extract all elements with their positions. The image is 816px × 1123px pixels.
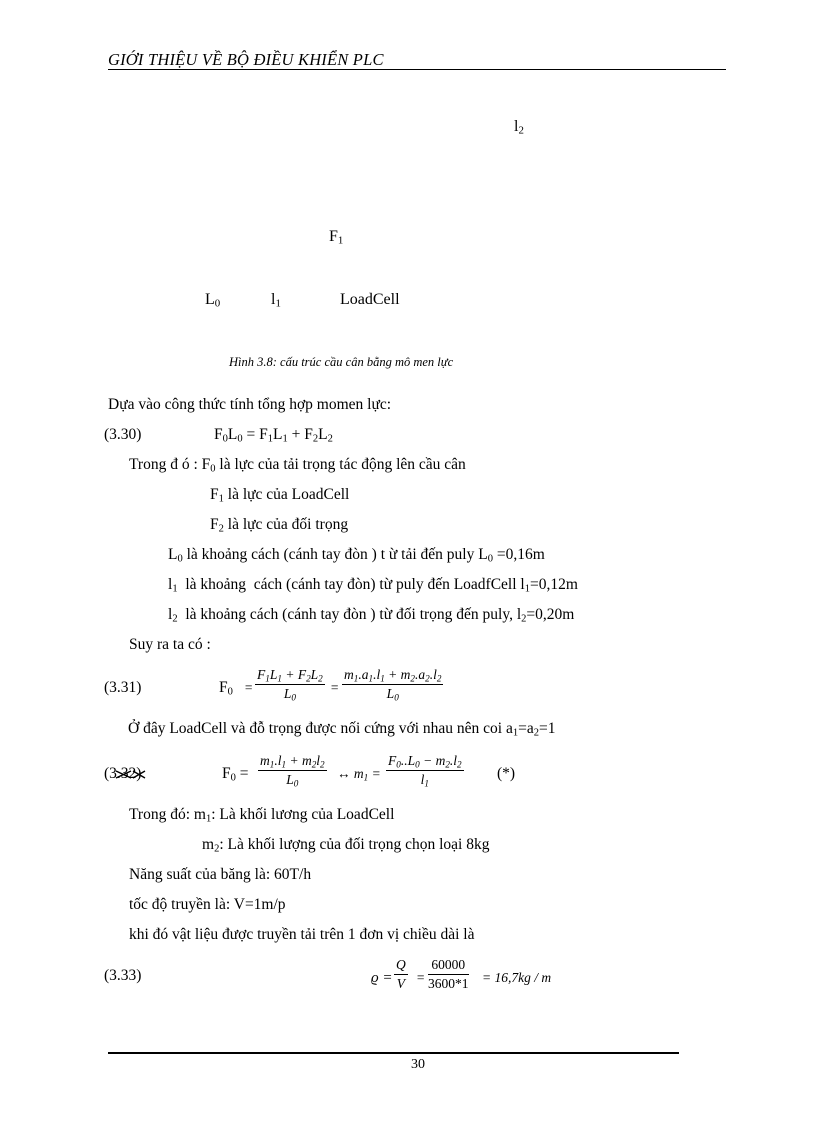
def-F1: $F_1$ là lực của LoadCell (210, 486, 350, 505)
def-L0: $L_0$ là khoảng cách (cánh tay đòn ) t ừ tải đến puly $L_0 =0,16m$ (168, 546, 545, 565)
page-header: GIỚI THIỆU VỀ BỘ ĐIỀU KHIỂN PLC (108, 50, 384, 69)
figure-caption: Hình 3.8: cấu trúc cầu cân bằng mô men lực (229, 355, 454, 369)
eq-3-30: $F_0L_0 = F_1L_1 + F_2L_2$ (214, 426, 333, 445)
eq-3-33-eq: = (416, 970, 426, 985)
page-number: 30 (411, 1057, 425, 1072)
def-l2: $l_2$ là khoảng cách (cánh tay đòn ) từ đối trọng đến puly, $l_2=0,20m$ (168, 606, 575, 625)
footer-rule (108, 1052, 679, 1054)
material-line: khi đó vật liệu được truyền tải trên 1 đơn vị chiều dài là (129, 926, 475, 943)
eq-3-31-frac1: $F_1L_1 + F_2L_2$ $L_0$ (257, 667, 323, 703)
eq-3-33-lhs: ϱ = (371, 970, 393, 986)
eq-3-32-lhs: $F_0$ = (222, 765, 249, 784)
figure-label-F1: $F_1$ (329, 228, 344, 247)
eq-3-31-eq1: = (244, 680, 254, 695)
where2-line: Trong đó: $m_1$: Là khối lương của LoadCell (129, 806, 395, 825)
eq-3-33-number: (3.33) (104, 967, 142, 984)
capacity-line: Năng suất của băng là: 60T/h (129, 866, 312, 883)
eq-3-32-number: (3.32) (104, 765, 142, 782)
figure-label-loadcell: LoadCell (340, 291, 400, 308)
eq-3-32-note: (*) (497, 765, 516, 782)
eq-3-31-lhs: $F_0$ (219, 679, 233, 698)
eq-3-33-result: = 16,7kg / m (482, 970, 552, 985)
def-l1: $l_1$ là khoảng cách (cánh tay đòn) từ puly đến LoadfCell $l_1=0,12m$ (168, 576, 578, 595)
strike-mark-icon (113, 767, 147, 782)
def-F0: Trong đ ó : $F_0$ là lực của tải trọng tác động lên cầu cân (129, 456, 466, 475)
def-F2: $F_2$ là lực của đối trọng (210, 516, 349, 535)
figure-label-l2: $l_2$ (514, 118, 524, 137)
eq-3-32-frac1: $m_1.l_1 + m_2l_2$ $L_0$ (260, 753, 325, 789)
figure-label-L0: $L_0$ (205, 291, 221, 310)
eq-3-30-number: (3.30) (104, 426, 142, 443)
figure-label-l1: $l_1$ (271, 291, 281, 310)
header-rule (108, 69, 726, 70)
m2-def-line: $m_2$: Là khối lượng của đối trọng chọn loại 8kg (202, 836, 490, 855)
eq-3-33-frac1: Q V (396, 957, 406, 991)
intro-line: Dựa vào công thức tính tổng hợp momen lực: (108, 396, 392, 413)
eq-3-33-frac2: 60000 3600*1 (428, 957, 469, 991)
eq-3-31-eq2: = (330, 680, 340, 695)
eq-3-32-frac2: $F_0..L_0 - m_2.l_2$ $l_1$ (388, 753, 462, 789)
eq-3-31-frac2: $m_1.a_1.l_1 + m_2.a_2.l_2$ $L_0$ (344, 667, 442, 703)
eq-3-32-equiv: ↔ $m_1$ = (337, 766, 381, 783)
deduce-line: Suy ra ta có : (129, 636, 211, 653)
eq-3-31-number: (3.31) (104, 679, 142, 696)
rigid-line: Ở đây LoadCell và đỗ trọng được nối cứng với nhau nên coi $a_1=a_2=1$ (128, 720, 556, 739)
speed-line: tốc độ truyền là: V=1m/p (129, 896, 286, 913)
